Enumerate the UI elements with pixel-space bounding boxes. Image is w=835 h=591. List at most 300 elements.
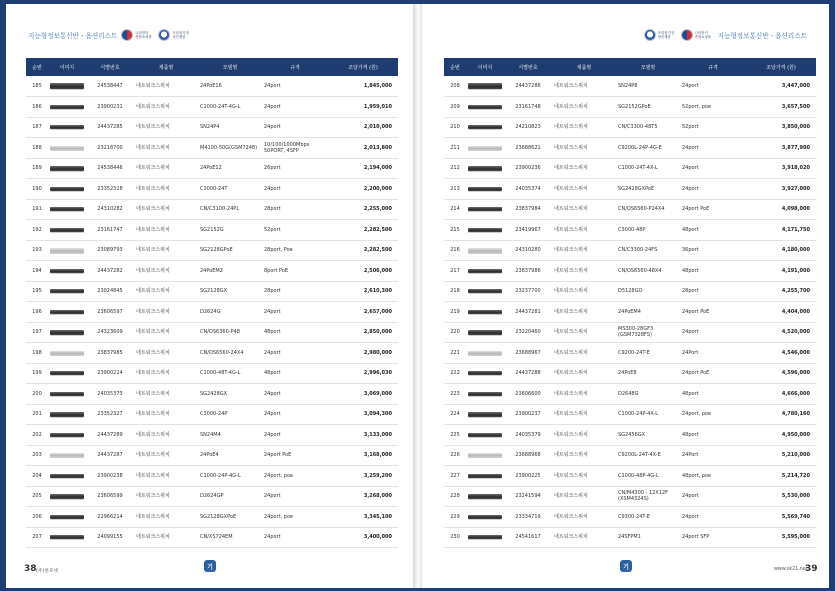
product-image xyxy=(48,363,86,384)
identification-number: 23352328 xyxy=(86,179,134,200)
product-name: 네트워크스위치 xyxy=(552,76,616,97)
right-header xyxy=(644,24,807,46)
table-row xyxy=(26,322,398,343)
spec: 24port PoE xyxy=(680,302,746,323)
identification-number: 24099155 xyxy=(86,527,134,548)
switch-image-icon xyxy=(50,207,84,211)
table-row xyxy=(26,384,398,405)
product-name: 네트워크스위치 xyxy=(134,384,198,405)
product-name: 네트워크스위치 xyxy=(134,199,198,220)
row-number: 219 xyxy=(444,302,466,323)
product-name: 네트워크스위치 xyxy=(552,158,616,179)
model-name: SG2128GPoE xyxy=(198,240,262,261)
spec: 24port xyxy=(262,97,328,118)
spec: 24port xyxy=(680,138,746,159)
switch-image-icon xyxy=(468,392,502,396)
spec: 24port xyxy=(262,302,328,323)
identification-number: 23837984 xyxy=(504,199,552,220)
model-name: CN/OS6360-P48 xyxy=(198,322,262,343)
column-header: 모델명 xyxy=(222,64,238,71)
identification-number: 24541617 xyxy=(504,527,552,548)
switch-image-icon xyxy=(50,330,84,336)
product-name: 네트워크스위치 xyxy=(552,302,616,323)
model-name: D5128GO xyxy=(616,281,680,302)
innovation-icon xyxy=(158,29,170,41)
model-name: D2624GP xyxy=(198,486,262,507)
table-row xyxy=(444,322,816,343)
switch-image-icon xyxy=(50,412,84,418)
publisher-logo-icon: 기 xyxy=(204,560,216,572)
switch-image-icon xyxy=(50,248,84,254)
table-row xyxy=(26,76,398,97)
switch-image-icon xyxy=(468,269,502,273)
table-row xyxy=(444,527,816,548)
identification-number: 23900231 xyxy=(86,97,134,118)
product-image xyxy=(48,486,86,507)
switch-image-icon xyxy=(468,453,502,457)
product-name: 네트워크스위치 xyxy=(552,138,616,159)
model-name: C1000-48T-4G-L xyxy=(198,363,262,384)
identification-number: 23900237 xyxy=(504,404,552,425)
switch-image-icon xyxy=(50,474,84,478)
identification-number: 23352327 xyxy=(86,404,134,425)
column-header: 제품명 xyxy=(576,64,592,71)
column-header: 조달가격 (원) xyxy=(766,64,796,71)
model-name: C1000-24P-4G-L xyxy=(198,466,262,487)
table-row xyxy=(26,220,398,241)
column-header: 이미지 xyxy=(59,64,75,71)
table-row xyxy=(26,138,398,159)
column-header: 모델명 xyxy=(640,64,656,71)
identification-number: 24323609 xyxy=(86,322,134,343)
product-name: 네트워크스위치 xyxy=(134,507,198,528)
product-image xyxy=(466,486,504,507)
spec: 24port PoE xyxy=(680,199,746,220)
row-number: 214 xyxy=(444,199,466,220)
spec: 10/100/1000Mbps 50PORT, 4SFP xyxy=(262,138,328,159)
product-image xyxy=(48,322,86,343)
product-image xyxy=(466,76,504,97)
column-header: 순번 xyxy=(450,64,460,71)
spec: 24port xyxy=(680,158,746,179)
price: 4,666,000 xyxy=(746,384,816,405)
product-name: 네트워크스위치 xyxy=(552,384,616,405)
switch-image-icon xyxy=(468,433,502,437)
table-row xyxy=(26,363,398,384)
price: 3,918,020 xyxy=(746,158,816,179)
taegeuk-icon xyxy=(681,29,693,41)
spec: 24port, poe xyxy=(680,404,746,425)
price: 4,171,750 xyxy=(746,220,816,241)
column-header: 조달가격 (원) xyxy=(348,64,378,71)
spec: 52port, poe xyxy=(680,97,746,118)
model-name: 24PoE8 xyxy=(616,363,680,384)
table-row xyxy=(26,97,398,118)
model-name: C3000-48P xyxy=(616,220,680,241)
product-name: 네트워크스위치 xyxy=(552,220,616,241)
spec: 28port, Poe xyxy=(262,240,328,261)
row-number: 199 xyxy=(26,363,48,384)
spec: 24Port xyxy=(680,445,746,466)
switch-image-icon xyxy=(468,494,502,500)
row-number: 190 xyxy=(26,179,48,200)
row-number: 228 xyxy=(444,486,466,507)
price: 3,400,000 xyxy=(328,527,398,548)
spec: 24port xyxy=(262,425,328,446)
table-row xyxy=(444,76,816,97)
product-name: 네트워크스위치 xyxy=(552,240,616,261)
product-name: 네트워크스위치 xyxy=(134,527,198,548)
table-row xyxy=(26,281,398,302)
right-price-table xyxy=(444,58,816,548)
switch-image-icon xyxy=(50,146,84,150)
product-name: 네트워크스위치 xyxy=(552,281,616,302)
switch-image-icon xyxy=(50,371,84,375)
row-number: 200 xyxy=(26,384,48,405)
spec: 48port xyxy=(680,425,746,446)
identification-number: 24538447 xyxy=(86,76,134,97)
row-number: 195 xyxy=(26,281,48,302)
switch-image-icon xyxy=(50,392,84,396)
price: 1,959,010 xyxy=(328,97,398,118)
price: 2,980,000 xyxy=(328,343,398,364)
table-row xyxy=(444,240,816,261)
price: 2,013,800 xyxy=(328,138,398,159)
table-row xyxy=(444,117,816,138)
table-header-row xyxy=(444,58,816,76)
spec: 24port, poe xyxy=(262,507,328,528)
product-name: 네트워크스위치 xyxy=(552,343,616,364)
product-image xyxy=(48,425,86,446)
row-number: 188 xyxy=(26,138,48,159)
table-row xyxy=(26,117,398,138)
identification-number: 24035373 xyxy=(86,384,134,405)
price: 1,845,000 xyxy=(328,76,398,97)
row-number: 203 xyxy=(26,445,48,466)
spec: 24port xyxy=(680,76,746,97)
model-name: C9300-24T-E xyxy=(616,507,680,528)
spec: 48port xyxy=(680,220,746,241)
logo-line: 나라장터 xyxy=(694,30,708,35)
spec: 8port PoE xyxy=(262,261,328,282)
product-image xyxy=(466,199,504,220)
identification-number: 23837985 xyxy=(86,343,134,364)
identification-number: 24538446 xyxy=(86,158,134,179)
product-image xyxy=(466,97,504,118)
product-name: 네트워크스위치 xyxy=(552,527,616,548)
switch-image-icon xyxy=(50,228,84,232)
product-name: 네트워크스위치 xyxy=(552,199,616,220)
model-name: SG2128GX xyxy=(198,281,262,302)
table-row xyxy=(26,261,398,282)
table-row xyxy=(26,507,398,528)
innovation-logo xyxy=(644,29,677,41)
price: 2,282,500 xyxy=(328,220,398,241)
identification-number: 24310280 xyxy=(504,240,552,261)
row-number: 198 xyxy=(26,343,48,364)
identification-number: 23688967 xyxy=(504,343,552,364)
model-name: 24SFPM1 xyxy=(616,527,680,548)
book-gutter xyxy=(413,4,422,588)
switch-image-icon xyxy=(468,474,502,478)
product-image xyxy=(466,404,504,425)
model-name: 24PoE12 xyxy=(198,158,262,179)
switch-image-icon xyxy=(468,248,502,254)
product-image xyxy=(466,507,504,528)
price: 4,098,000 xyxy=(746,199,816,220)
model-name: C9200L-24P-4G-E xyxy=(616,138,680,159)
spec: 24port SFP xyxy=(680,527,746,548)
logo-line: 혁신제품 xyxy=(172,35,186,39)
price: 2,200,000 xyxy=(328,179,398,200)
table-row xyxy=(26,343,398,364)
identification-number: 23688968 xyxy=(504,445,552,466)
row-number: 229 xyxy=(444,507,466,528)
price: 2,010,000 xyxy=(328,117,398,138)
row-number: 189 xyxy=(26,158,48,179)
product-image xyxy=(48,97,86,118)
row-number: 207 xyxy=(26,527,48,548)
model-name: 24PoE16 xyxy=(198,76,262,97)
price: 2,282,500 xyxy=(328,240,398,261)
price: 2,255,000 xyxy=(328,199,398,220)
model-name: SN24P8 xyxy=(616,76,680,97)
product-name: 네트워크스위치 xyxy=(134,158,198,179)
product-image xyxy=(466,179,504,200)
taegeuk-icon xyxy=(121,29,133,41)
model-name: D2648G xyxy=(616,384,680,405)
product-name: 네트워크스위치 xyxy=(134,261,198,282)
price: 2,506,000 xyxy=(328,261,398,282)
identification-number: 23688621 xyxy=(504,138,552,159)
column-header: 순번 xyxy=(32,64,42,71)
model-name: MS300-28GF3 (GSM7328FS) xyxy=(616,322,680,343)
logo-line: 종합쇼핑몰 xyxy=(694,35,712,39)
page-number: 39 xyxy=(805,564,818,574)
row-number: 227 xyxy=(444,466,466,487)
logo-line: 조달청지정 xyxy=(172,30,189,35)
identification-number: 24210823 xyxy=(504,117,552,138)
switch-image-icon xyxy=(50,310,84,314)
model-name: SN24M4 xyxy=(198,425,262,446)
price: 3,268,000 xyxy=(328,486,398,507)
table-row xyxy=(26,158,398,179)
innovation-logo xyxy=(158,29,191,41)
product-image xyxy=(48,384,86,405)
column-header: 식별번호 xyxy=(100,64,120,71)
table-row xyxy=(26,240,398,261)
row-number: 223 xyxy=(444,384,466,405)
product-image xyxy=(48,445,86,466)
switch-image-icon xyxy=(468,310,502,314)
switch-image-icon xyxy=(468,187,502,191)
product-image xyxy=(48,158,86,179)
switch-image-icon xyxy=(468,125,502,129)
price: 5,210,000 xyxy=(746,445,816,466)
row-number: 226 xyxy=(444,445,466,466)
identification-number: 23837986 xyxy=(504,261,552,282)
folio-text: www.sk21.net xyxy=(774,567,808,572)
identification-number: 24437287 xyxy=(86,445,134,466)
row-number: 224 xyxy=(444,404,466,425)
switch-image-icon xyxy=(50,289,84,293)
product-name: 네트워크스위치 xyxy=(552,404,616,425)
publisher-logo-icon: 기 xyxy=(620,560,632,572)
product-name: 네트워크스위치 xyxy=(552,117,616,138)
spec: 24port xyxy=(262,404,328,425)
identification-number: 23161748 xyxy=(504,97,552,118)
table-row xyxy=(26,302,398,323)
product-name: 네트워크스위치 xyxy=(552,179,616,200)
table-row xyxy=(26,486,398,507)
switch-image-icon xyxy=(468,105,502,109)
logo-line: 나라장터 xyxy=(135,30,149,35)
product-image xyxy=(466,158,504,179)
procurement-logo xyxy=(121,29,154,41)
table-row xyxy=(444,343,816,364)
price: 3,133,000 xyxy=(328,425,398,446)
price: 5,530,000 xyxy=(746,486,816,507)
model-name: CN/OS6560-48X4 xyxy=(616,261,680,282)
identification-number: 23218700 xyxy=(86,138,134,159)
price: 5,214,720 xyxy=(746,466,816,487)
product-name: 네트워크스위치 xyxy=(134,138,198,159)
row-number: 222 xyxy=(444,363,466,384)
row-number: 201 xyxy=(26,404,48,425)
switch-image-icon xyxy=(468,371,502,375)
table-row xyxy=(444,466,816,487)
spec: 24port xyxy=(262,179,328,200)
price: 2,610,300 xyxy=(328,281,398,302)
switch-image-icon xyxy=(50,105,84,109)
model-name: SG2128GXPoE xyxy=(198,507,262,528)
row-number: 192 xyxy=(26,220,48,241)
spec: 24port xyxy=(262,76,328,97)
product-image xyxy=(466,425,504,446)
price: 4,596,000 xyxy=(746,363,816,384)
row-number: 209 xyxy=(444,97,466,118)
table-row xyxy=(444,404,816,425)
product-name: 네트워크스위치 xyxy=(134,425,198,446)
identification-number: 23900225 xyxy=(504,466,552,487)
price: 4,180,000 xyxy=(746,240,816,261)
product-name: 네트워크스위치 xyxy=(134,281,198,302)
switch-image-icon xyxy=(50,351,84,355)
spec: 24port, poe xyxy=(262,466,328,487)
price: 4,404,000 xyxy=(746,302,816,323)
identification-number: 24437288 xyxy=(504,363,552,384)
product-name: 네트워크스위치 xyxy=(134,322,198,343)
spec: 48port, poe xyxy=(680,466,746,487)
product-name: 네트워크스위치 xyxy=(134,97,198,118)
identification-number: 23900224 xyxy=(86,363,134,384)
row-number: 186 xyxy=(26,97,48,118)
product-image xyxy=(466,302,504,323)
model-name: SG2152G xyxy=(198,220,262,241)
identification-number: 23606597 xyxy=(86,302,134,323)
model-name: CN/OS6560-24X4 xyxy=(198,343,262,364)
price: 4,191,000 xyxy=(746,261,816,282)
row-number: 216 xyxy=(444,240,466,261)
spec: 24port xyxy=(262,117,328,138)
table-row xyxy=(26,527,398,548)
product-name: 네트워크스위치 xyxy=(552,97,616,118)
left-page xyxy=(6,4,413,588)
row-number: 206 xyxy=(26,507,48,528)
model-name: C3000-24P xyxy=(198,404,262,425)
identification-number: 23089793 xyxy=(86,240,134,261)
row-number: 220 xyxy=(444,322,466,343)
column-header: 이미지 xyxy=(477,64,493,71)
product-image xyxy=(466,322,504,343)
procurement-logo xyxy=(681,29,714,41)
price: 3,657,500 xyxy=(746,97,816,118)
table-row xyxy=(444,302,816,323)
product-image xyxy=(48,117,86,138)
row-number: 221 xyxy=(444,343,466,364)
table-row xyxy=(444,425,816,446)
model-name: SG2456GX xyxy=(616,425,680,446)
row-number: 202 xyxy=(26,425,48,446)
switch-image-icon xyxy=(468,351,502,355)
product-name: 네트워크스위치 xyxy=(552,261,616,282)
price: 4,780,160 xyxy=(746,404,816,425)
price: 5,569,740 xyxy=(746,507,816,528)
spec: 48port xyxy=(262,322,328,343)
spec: 28port xyxy=(262,199,328,220)
identification-number: 23334719 xyxy=(504,507,552,528)
left-header-title: 지능형정보통신반 - 옵션리스트 xyxy=(28,32,118,40)
identification-number: 24437286 xyxy=(504,76,552,97)
table-row xyxy=(444,445,816,466)
spec: 24Port xyxy=(680,343,746,364)
identification-number: 24437285 xyxy=(86,117,134,138)
row-number: 191 xyxy=(26,199,48,220)
product-image xyxy=(48,179,86,200)
spec: 24port xyxy=(680,179,746,200)
identification-number: 23220460 xyxy=(504,322,552,343)
table-row xyxy=(444,384,816,405)
spec: 48port xyxy=(262,363,328,384)
model-name: C3000-24T xyxy=(198,179,262,200)
switch-image-icon xyxy=(50,83,84,89)
product-image xyxy=(48,466,86,487)
identification-number: 23606599 xyxy=(86,486,134,507)
table-row xyxy=(444,281,816,302)
row-number: 196 xyxy=(26,302,48,323)
product-image xyxy=(466,384,504,405)
product-image xyxy=(48,527,86,548)
price: 3,345,100 xyxy=(328,507,398,528)
row-number: 230 xyxy=(444,527,466,548)
product-image xyxy=(466,363,504,384)
spec: 28port xyxy=(262,281,328,302)
row-number: 213 xyxy=(444,179,466,200)
product-image xyxy=(48,404,86,425)
price: 3,094,300 xyxy=(328,404,398,425)
spec: 24port PoE xyxy=(680,363,746,384)
price: 2,194,000 xyxy=(328,158,398,179)
product-name: 네트워크스위치 xyxy=(134,240,198,261)
price: 4,950,000 xyxy=(746,425,816,446)
product-image xyxy=(466,138,504,159)
identification-number: 23241594 xyxy=(504,486,552,507)
model-name: D2624G xyxy=(198,302,262,323)
product-image xyxy=(48,220,86,241)
switch-image-icon xyxy=(50,166,84,172)
model-name: C9200-24T-E xyxy=(616,343,680,364)
product-image xyxy=(48,281,86,302)
